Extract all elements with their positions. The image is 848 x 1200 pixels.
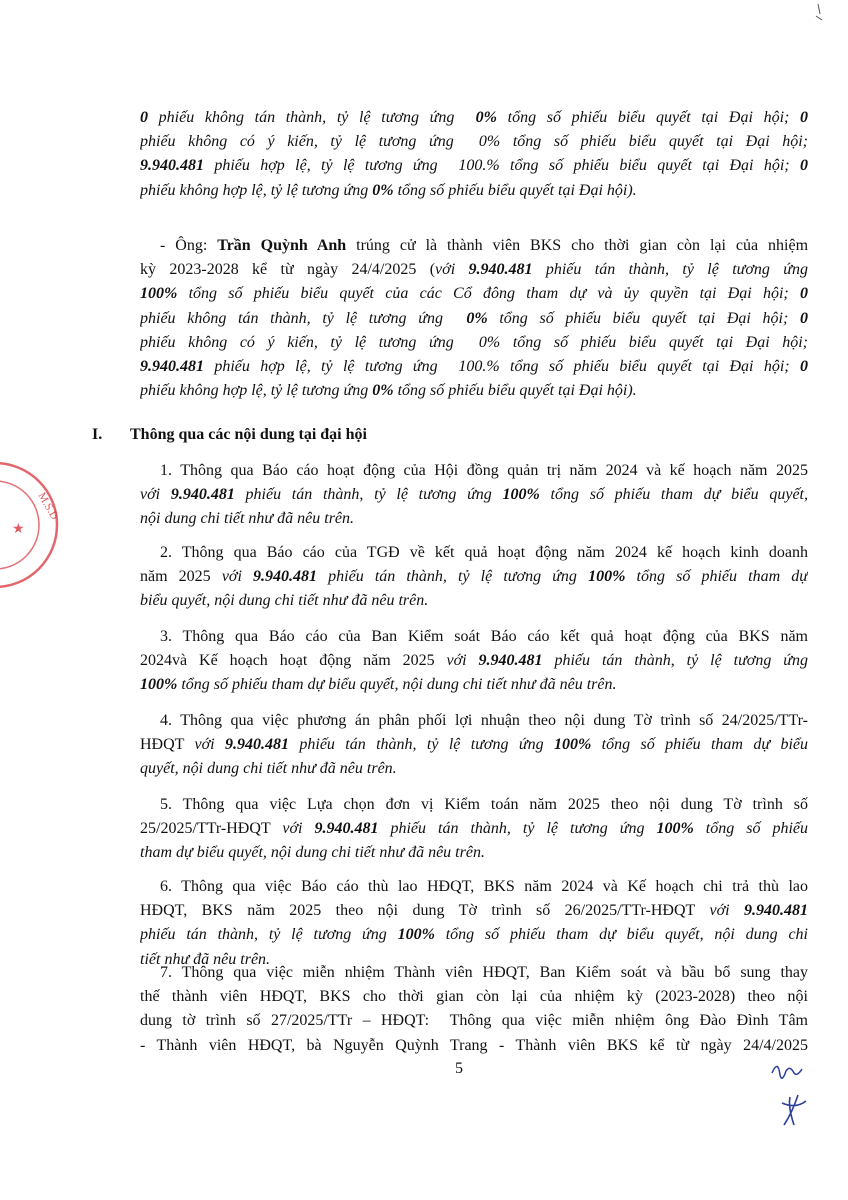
text-line xyxy=(140,307,808,331)
text-run: 25/2025/TTr-HĐQT xyxy=(140,820,283,838)
text-line xyxy=(140,282,808,306)
text-line xyxy=(140,673,808,697)
text-run: 9.940.481 xyxy=(170,486,235,504)
text-run: phiếu tán thành, tỷ lệ tương ứng xyxy=(140,926,398,944)
text-run: tổng số phiếu biểu quyết tại Đại hội; xyxy=(497,109,801,126)
text-line xyxy=(140,649,808,673)
text-run: 0% xyxy=(372,382,394,400)
text-run: kỳ 2023-2028 kể từ ngày 24/4/2025 ( xyxy=(140,261,436,279)
text-run: phiếu không tán thành, tỷ lệ tương ứng xyxy=(148,109,476,126)
text-run: phiếu tán thành, tỷ lệ tương ứng xyxy=(542,652,808,670)
text-run: phiếu tán thành, tỷ lệ tương ứng xyxy=(234,486,503,504)
text-run: với xyxy=(140,486,171,504)
paragraph xyxy=(140,234,808,403)
text-run: - Thành viên HĐQT, bà Nguyễn Quỳnh Trang - Thành viên BKS kể từ ngày 24/4/2025 xyxy=(140,1036,808,1054)
text-line xyxy=(140,234,808,258)
text-run: nội dung chi tiết như đã nêu trên. xyxy=(140,510,355,528)
text-run: phiếu tán thành, tỷ lệ tương ứng xyxy=(289,736,554,754)
paragraph xyxy=(140,709,808,782)
text-line xyxy=(140,541,808,565)
text-run: 9.940.481 xyxy=(253,568,318,586)
text-run: 3. Thông qua Báo cáo của Ban Kiểm soát Báo cáo kết quả hoạt động của BKS năm xyxy=(160,628,808,645)
text-run: phiếu không có ý kiến, tỷ lệ tương ứng 0% tổng số phiếu biểu quyết tại Đại hội; xyxy=(140,133,808,151)
text-run: 100% xyxy=(140,285,178,303)
text-run: 0 xyxy=(800,285,808,303)
svg-text:M.S.D: M.S.D xyxy=(35,490,61,522)
section-heading: Thông qua các nội dung tại đại hội xyxy=(130,426,367,443)
text-line xyxy=(140,154,808,178)
text-line xyxy=(140,106,808,130)
text-line xyxy=(140,841,808,865)
text-run: với xyxy=(446,652,479,670)
text-run: tổng số phiếu tham dự biểu xyxy=(591,736,808,754)
text-run: trúng cử là thành viên BKS cho thời gian còn lại của nhiệm xyxy=(346,237,808,254)
text-run: 9.940.481 xyxy=(744,902,808,920)
text-line xyxy=(140,1009,808,1033)
text-run: 0% xyxy=(466,309,488,327)
text-line xyxy=(140,817,808,841)
text-line xyxy=(140,331,808,355)
svg-text:★: ★ xyxy=(12,522,25,537)
text-run: phiếu tán thành, tỷ lệ tương ứng xyxy=(378,820,657,838)
text-run: 100% xyxy=(397,926,435,944)
text-run: 100% xyxy=(588,568,626,586)
text-run: phiếu hợp lệ, tỷ lệ tương ứng 100.% tổng số phiếu biểu quyết tại Đại hội; xyxy=(204,357,800,375)
text-line xyxy=(140,258,808,282)
paragraph xyxy=(140,961,808,1058)
text-run: tổng số phiếu biểu quyết tại Đại hội; xyxy=(487,309,800,327)
text-line xyxy=(140,130,808,154)
text-run: thế thành viên HĐQT, BKS cho thời gian còn lại của nhiệm kỳ (2023-2028) theo nội xyxy=(140,988,808,1006)
paragraph xyxy=(140,459,808,532)
page-number: 5 xyxy=(455,1060,463,1077)
text-run: 9.940.481 xyxy=(140,157,204,175)
paragraph xyxy=(140,106,808,203)
text-line xyxy=(140,625,808,649)
text-line xyxy=(140,757,808,781)
text-run: 7. Thông qua việc miễn nhiệm Thành viên HĐQT, Ban Kiểm soát và bầu bổ sung thay xyxy=(160,964,808,981)
signature-initials xyxy=(760,1055,820,1135)
text-line xyxy=(140,899,808,923)
text-run: 0 xyxy=(800,157,808,175)
text-run: với xyxy=(194,736,225,754)
text-line xyxy=(140,733,808,757)
text-run: 9.940.481 xyxy=(225,736,289,754)
text-run: tổng số phiếu tham dự biểu quyết, nội dung chi tiết như đã nêu trên. xyxy=(177,676,617,694)
text-run: tổng số phiếu tham dự biểu quyết, xyxy=(539,486,808,504)
text-run: phiếu tán thành, tỷ lệ tương ứng xyxy=(317,568,589,586)
text-run: tổng số phiếu biểu quyết tại Đại hội). xyxy=(393,382,637,400)
company-stamp-partial xyxy=(0,455,70,595)
text-run: phiếu tán thành, tỷ lệ tương ứng xyxy=(532,261,808,279)
text-run: dung tờ trình số 27/2025/TTr – HĐQT: Thông qua việc miễn nhiệm ông Đào Đình Tâm xyxy=(140,1012,808,1030)
text-run: HĐQT xyxy=(140,736,195,754)
text-run: phiếu không có ý kiến, tỷ lệ tương ứng 0% tổng số phiếu biểu quyết tại Đại hội; xyxy=(140,333,808,351)
text-run: phiếu không tán thành, tỷ lệ tương ứng xyxy=(140,309,467,327)
text-line xyxy=(140,793,808,817)
text-run: 9.940.481 xyxy=(140,357,204,375)
text-run: tổng số phiếu xyxy=(693,820,808,838)
text-line xyxy=(140,875,808,899)
text-run: quyết, nội dung chi tiết như đã nêu trên. xyxy=(140,760,397,778)
text-run: tham dự biểu quyết, nội dung chi tiết như đã nêu trên. xyxy=(140,844,485,862)
text-line xyxy=(140,355,808,379)
text-run: - Ông: xyxy=(160,237,218,254)
text-run: 5. Thông qua việc Lựa chọn đơn vị Kiểm toán năm 2025 theo nội dung Tờ trình số xyxy=(160,796,808,813)
text-run: với xyxy=(221,568,254,586)
text-line xyxy=(140,985,808,1009)
text-run: 4. Thông qua việc phương án phân phối lợi nhuận theo nội dung Tờ trình số 24/2025/TTr- xyxy=(160,712,808,729)
paragraph xyxy=(140,793,808,866)
text-line xyxy=(140,1034,808,1058)
text-line xyxy=(140,565,808,589)
text-line xyxy=(140,459,808,483)
text-run: tổng số phiếu tham dự biểu quyết, nội dung chi xyxy=(434,926,808,944)
text-run: 2. Thông qua Báo cáo của TGĐ về kết quả hoạt động năm 2024 kế hoạch kinh doanh xyxy=(160,544,808,561)
text-run: phiếu không hợp lệ, tỷ lệ tương ứng xyxy=(140,181,373,199)
text-run: 100% xyxy=(656,820,694,838)
section-number: I. xyxy=(92,426,103,443)
text-run: 2024và Kế hoạch hoạt động năm 2025 xyxy=(140,652,447,670)
text-run: biểu quyết, nội dung chi tiết như đã nêu trên. xyxy=(140,592,429,610)
text-run: tiết như đã nêu trên. xyxy=(140,950,271,968)
text-run: 9.940.481 xyxy=(314,820,379,838)
text-run: 9.940.481 xyxy=(478,652,543,670)
text-run: 0 xyxy=(800,309,808,327)
text-run: 0% xyxy=(475,109,497,126)
text-line xyxy=(140,961,808,985)
text-line xyxy=(140,589,808,613)
text-line xyxy=(140,483,808,507)
text-run: với xyxy=(435,261,469,279)
text-run: năm 2025 xyxy=(140,568,222,586)
text-line xyxy=(140,507,808,531)
text-line xyxy=(140,179,808,203)
scan-mark xyxy=(800,0,840,30)
text-run: phiếu hợp lệ, tỷ lệ tương ứng 100.% tổng số phiếu biểu quyết tại Đại hội; xyxy=(204,157,800,175)
text-run: HĐQT, BKS năm 2025 theo nội dung Tờ trình số 26/2025/TTr-HĐQT xyxy=(140,902,710,920)
text-run: 100% xyxy=(140,676,178,694)
paragraph xyxy=(140,625,808,698)
text-run: với xyxy=(282,820,315,838)
text-line xyxy=(140,709,808,733)
text-line xyxy=(140,923,808,947)
text-run: Trần Quỳnh Anh xyxy=(217,237,347,254)
text-run: 1. Thông qua Báo cáo hoạt động của Hội đồng quản trị năm 2024 và kế hoạch năm 2025 xyxy=(160,462,808,479)
paragraph xyxy=(140,541,808,614)
text-run: tổng số phiếu tham dự xyxy=(625,568,808,586)
text-run: 100% xyxy=(553,736,592,754)
text-run: tổng số phiếu biểu quyết của các Cổ đông tham dự và ủy quyền tại Đại hội; xyxy=(177,285,800,303)
text-run: phiếu không hợp lệ, tỷ lệ tương ứng xyxy=(140,382,373,400)
text-run: 6. Thông qua việc Báo cáo thù lao HĐQT, BKS năm 2024 và Kế hoạch chi trả thù lao xyxy=(160,878,808,895)
text-run: 100% xyxy=(502,486,540,504)
text-run: với xyxy=(709,902,744,920)
text-run: 0 xyxy=(800,357,808,375)
paragraph xyxy=(140,875,808,972)
text-run: 0% xyxy=(372,181,394,199)
text-run: 9.940.481 xyxy=(468,261,533,279)
text-run: 0 xyxy=(800,109,808,126)
text-line xyxy=(140,379,808,403)
text-run: 0 xyxy=(140,109,148,126)
text-run: tổng số phiếu biểu quyết tại Đại hội). xyxy=(393,181,637,199)
